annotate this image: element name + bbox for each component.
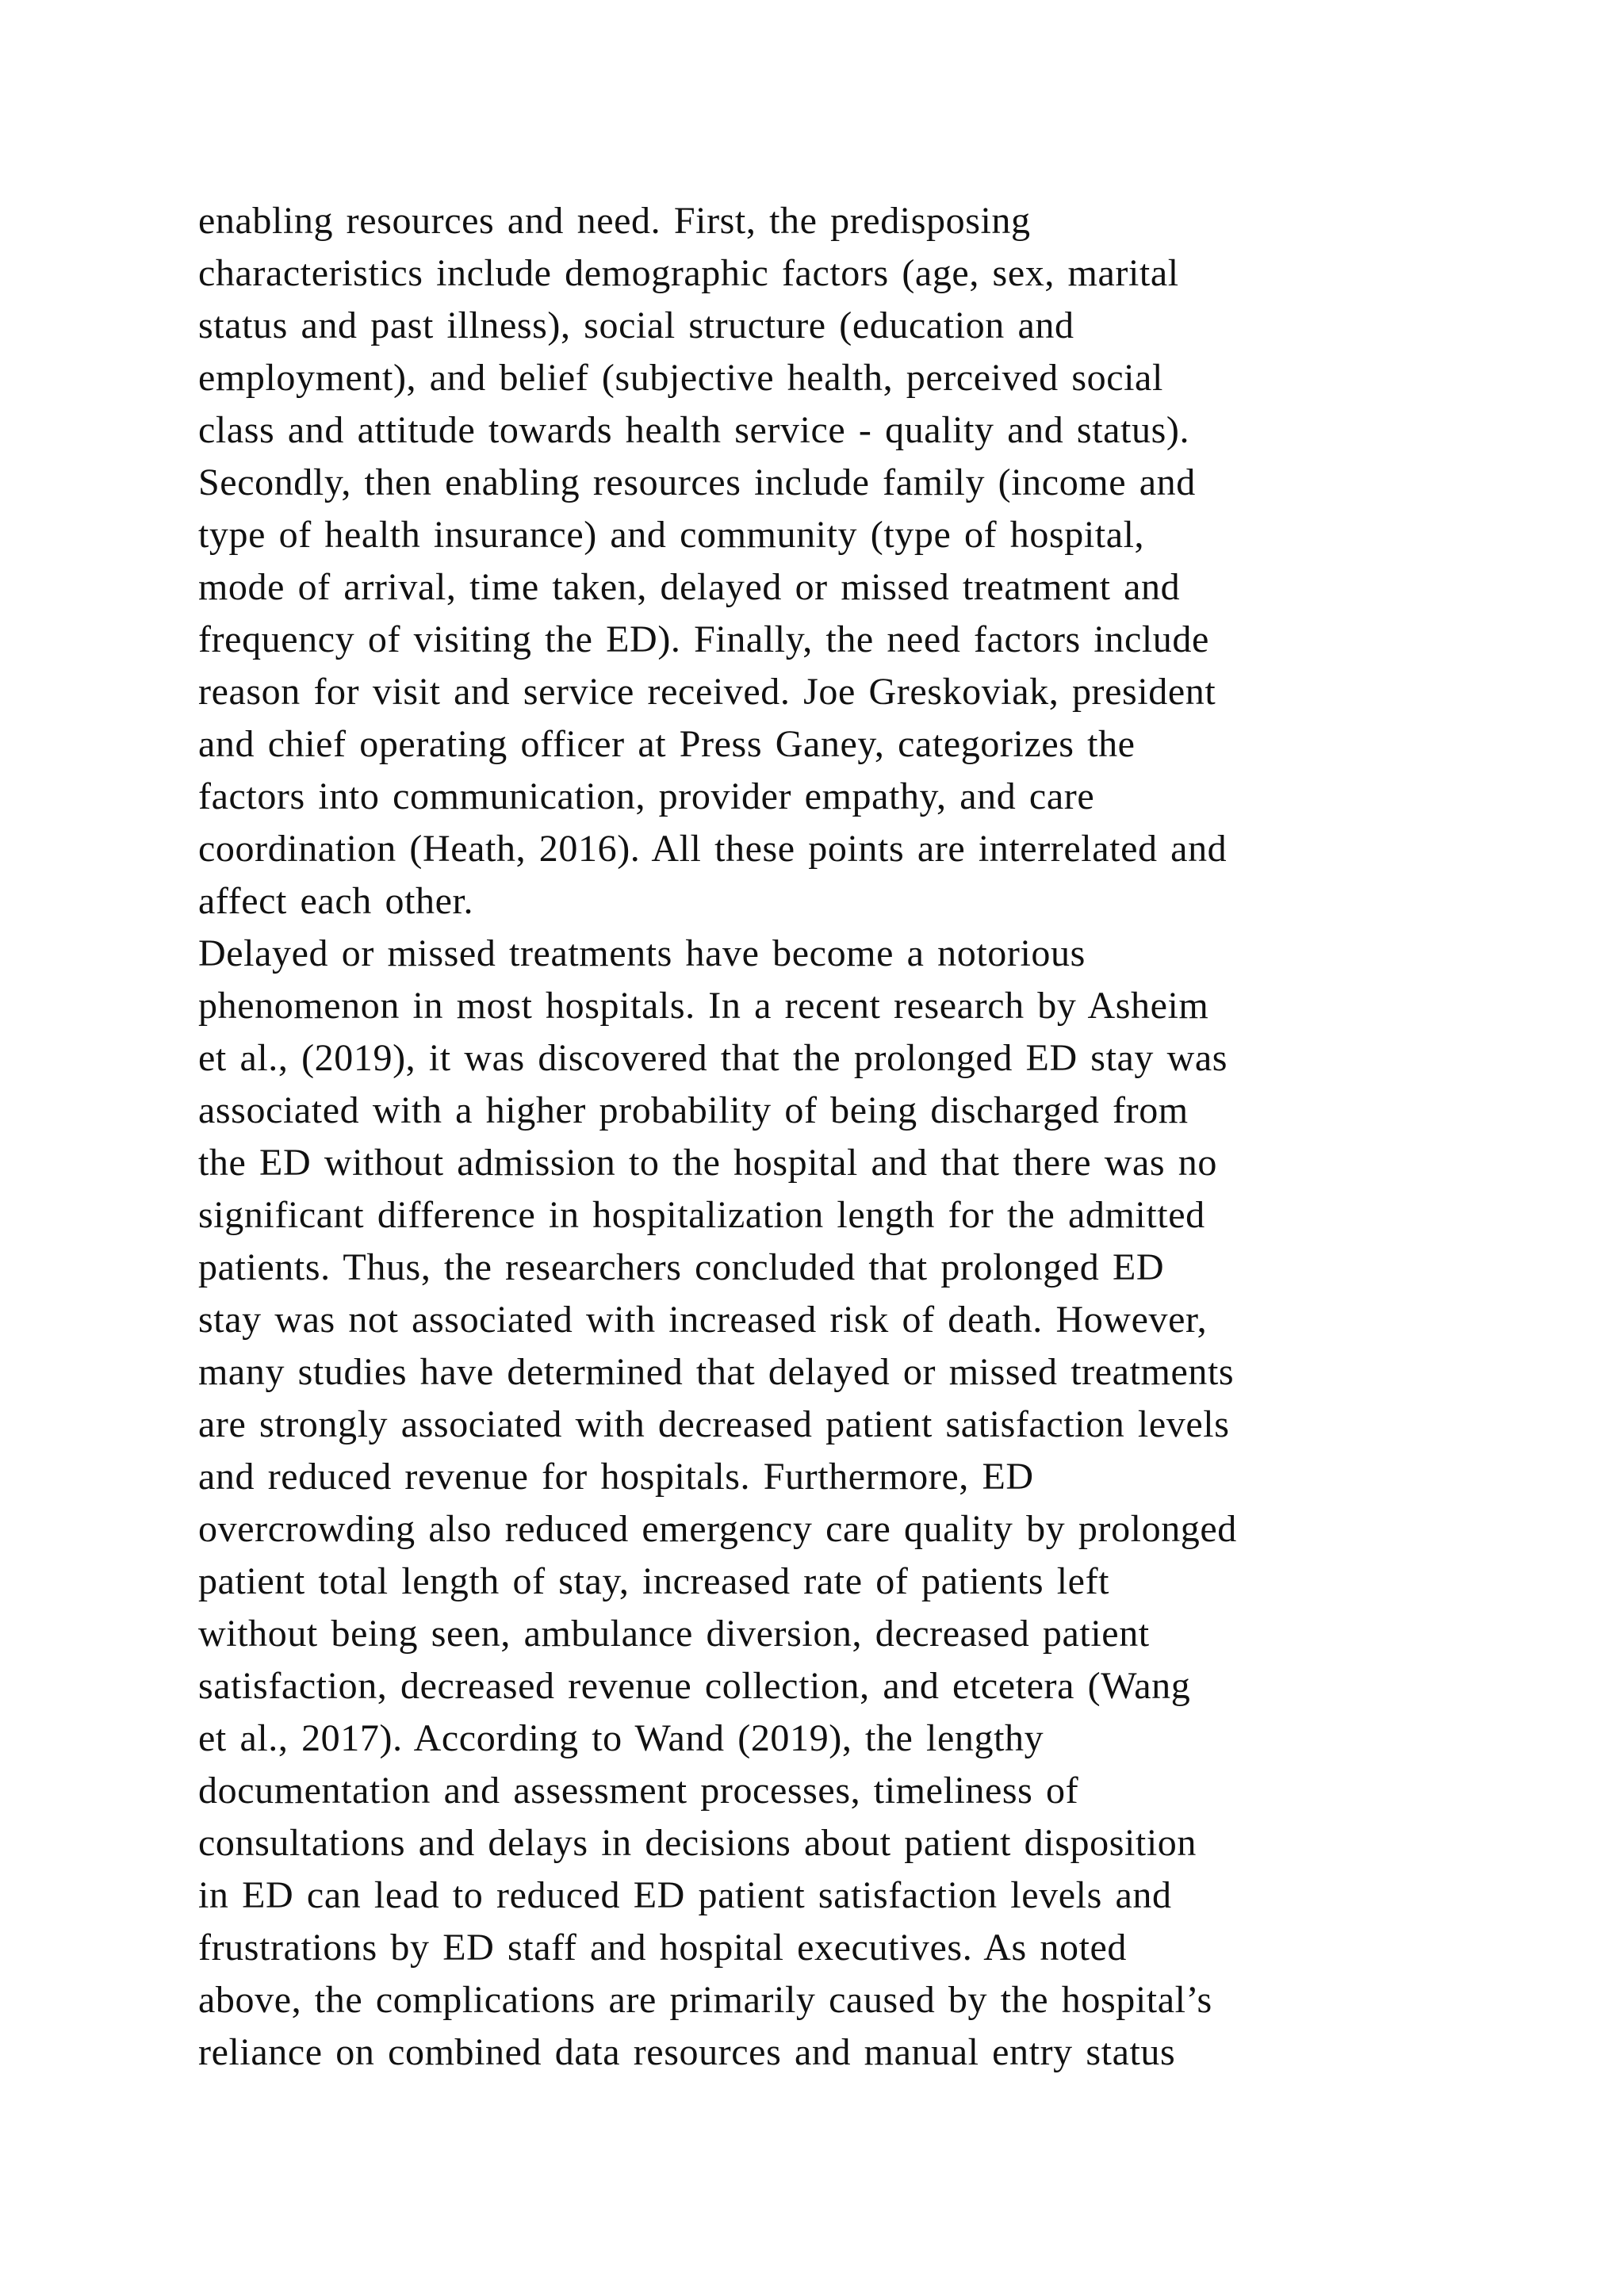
text-line: reason for visit and service received. Joe Greskoviak, president: [198, 671, 1216, 713]
text-line: frequency of visiting the ED). Finally, the need factors include: [198, 618, 1209, 660]
text-line: satisfaction, decreased revenue collection, and etcetera (Wang: [198, 1665, 1191, 1707]
text-line: patient total length of stay, increased rate of patients left: [198, 1560, 1110, 1602]
text-line: and reduced revenue for hospitals. Furthermore, ED: [198, 1456, 1034, 1498]
text-line: factors into communication, provider empathy, and care: [198, 775, 1095, 817]
text-line: and chief operating officer at Press Ganey, categorizes the: [198, 723, 1136, 765]
text-line: class and attitude towards health service - quality and status).: [198, 409, 1190, 451]
text-line: enabling resources and need. First, the predisposing: [198, 200, 1031, 242]
text-line: phenomenon in most hospitals. In a recent research by Asheim: [198, 985, 1209, 1027]
text-line: Secondly, then enabling resources include family (income and: [198, 461, 1196, 503]
text-line: mode of arrival, time taken, delayed or missed treatment and: [198, 566, 1181, 608]
text-line: without being seen, ambulance diversion, decreased patient: [198, 1613, 1150, 1655]
text-line: above, the complications are primarily caused by the hospital’s: [198, 1979, 1212, 2021]
text-line: characteristics include demographic factors (age, sex, marital: [198, 252, 1179, 294]
text-line: affect each other.: [198, 880, 474, 922]
text-line: overcrowding also reduced emergency care quality by prolonged: [198, 1508, 1237, 1550]
text-line: documentation and assessment processes, timeliness of: [198, 1770, 1079, 1812]
text-line: many studies have determined that delayed or missed treatments: [198, 1351, 1235, 1393]
text-line: employment), and belief (subjective health, perceived social: [198, 357, 1163, 399]
text-line: patients. Thus, the researchers concluded that prolonged ED: [198, 1246, 1165, 1288]
text-line: et al., 2017). According to Wand (2019), the lengthy: [198, 1717, 1044, 1759]
text-line: status and past illness), social structure (education and: [198, 304, 1074, 346]
body-text: [198, 195, 1562, 2079]
text-line: the ED without admission to the hospital and that there was no: [198, 1142, 1217, 1184]
text-line: reliance on combined data resources and manual entry status: [198, 2031, 1176, 2073]
text-line: Delayed or missed treatments have become a notorious: [198, 932, 1086, 974]
text-line: associated with a higher probability of being discharged from: [198, 1089, 1189, 1131]
text-line: et al., (2019), it was discovered that the prolonged ED stay was: [198, 1037, 1228, 1079]
text-line: significant difference in hospitalization length for the admitted: [198, 1194, 1205, 1236]
text-line: type of health insurance) and community (type of hospital,: [198, 514, 1145, 556]
text-line: in ED can lead to reduced ED patient satisfaction levels and: [198, 1874, 1172, 1916]
text-line: are strongly associated with decreased patient satisfaction levels: [198, 1403, 1230, 1445]
text-line: frustrations by ED staff and hospital executives. As noted: [198, 1927, 1128, 1969]
text-line: stay was not associated with increased risk of death. However,: [198, 1299, 1208, 1341]
text-line: consultations and delays in decisions about patient disposition: [198, 1822, 1197, 1864]
text-line: coordination (Heath, 2016). All these points are interrelated and: [198, 828, 1228, 870]
